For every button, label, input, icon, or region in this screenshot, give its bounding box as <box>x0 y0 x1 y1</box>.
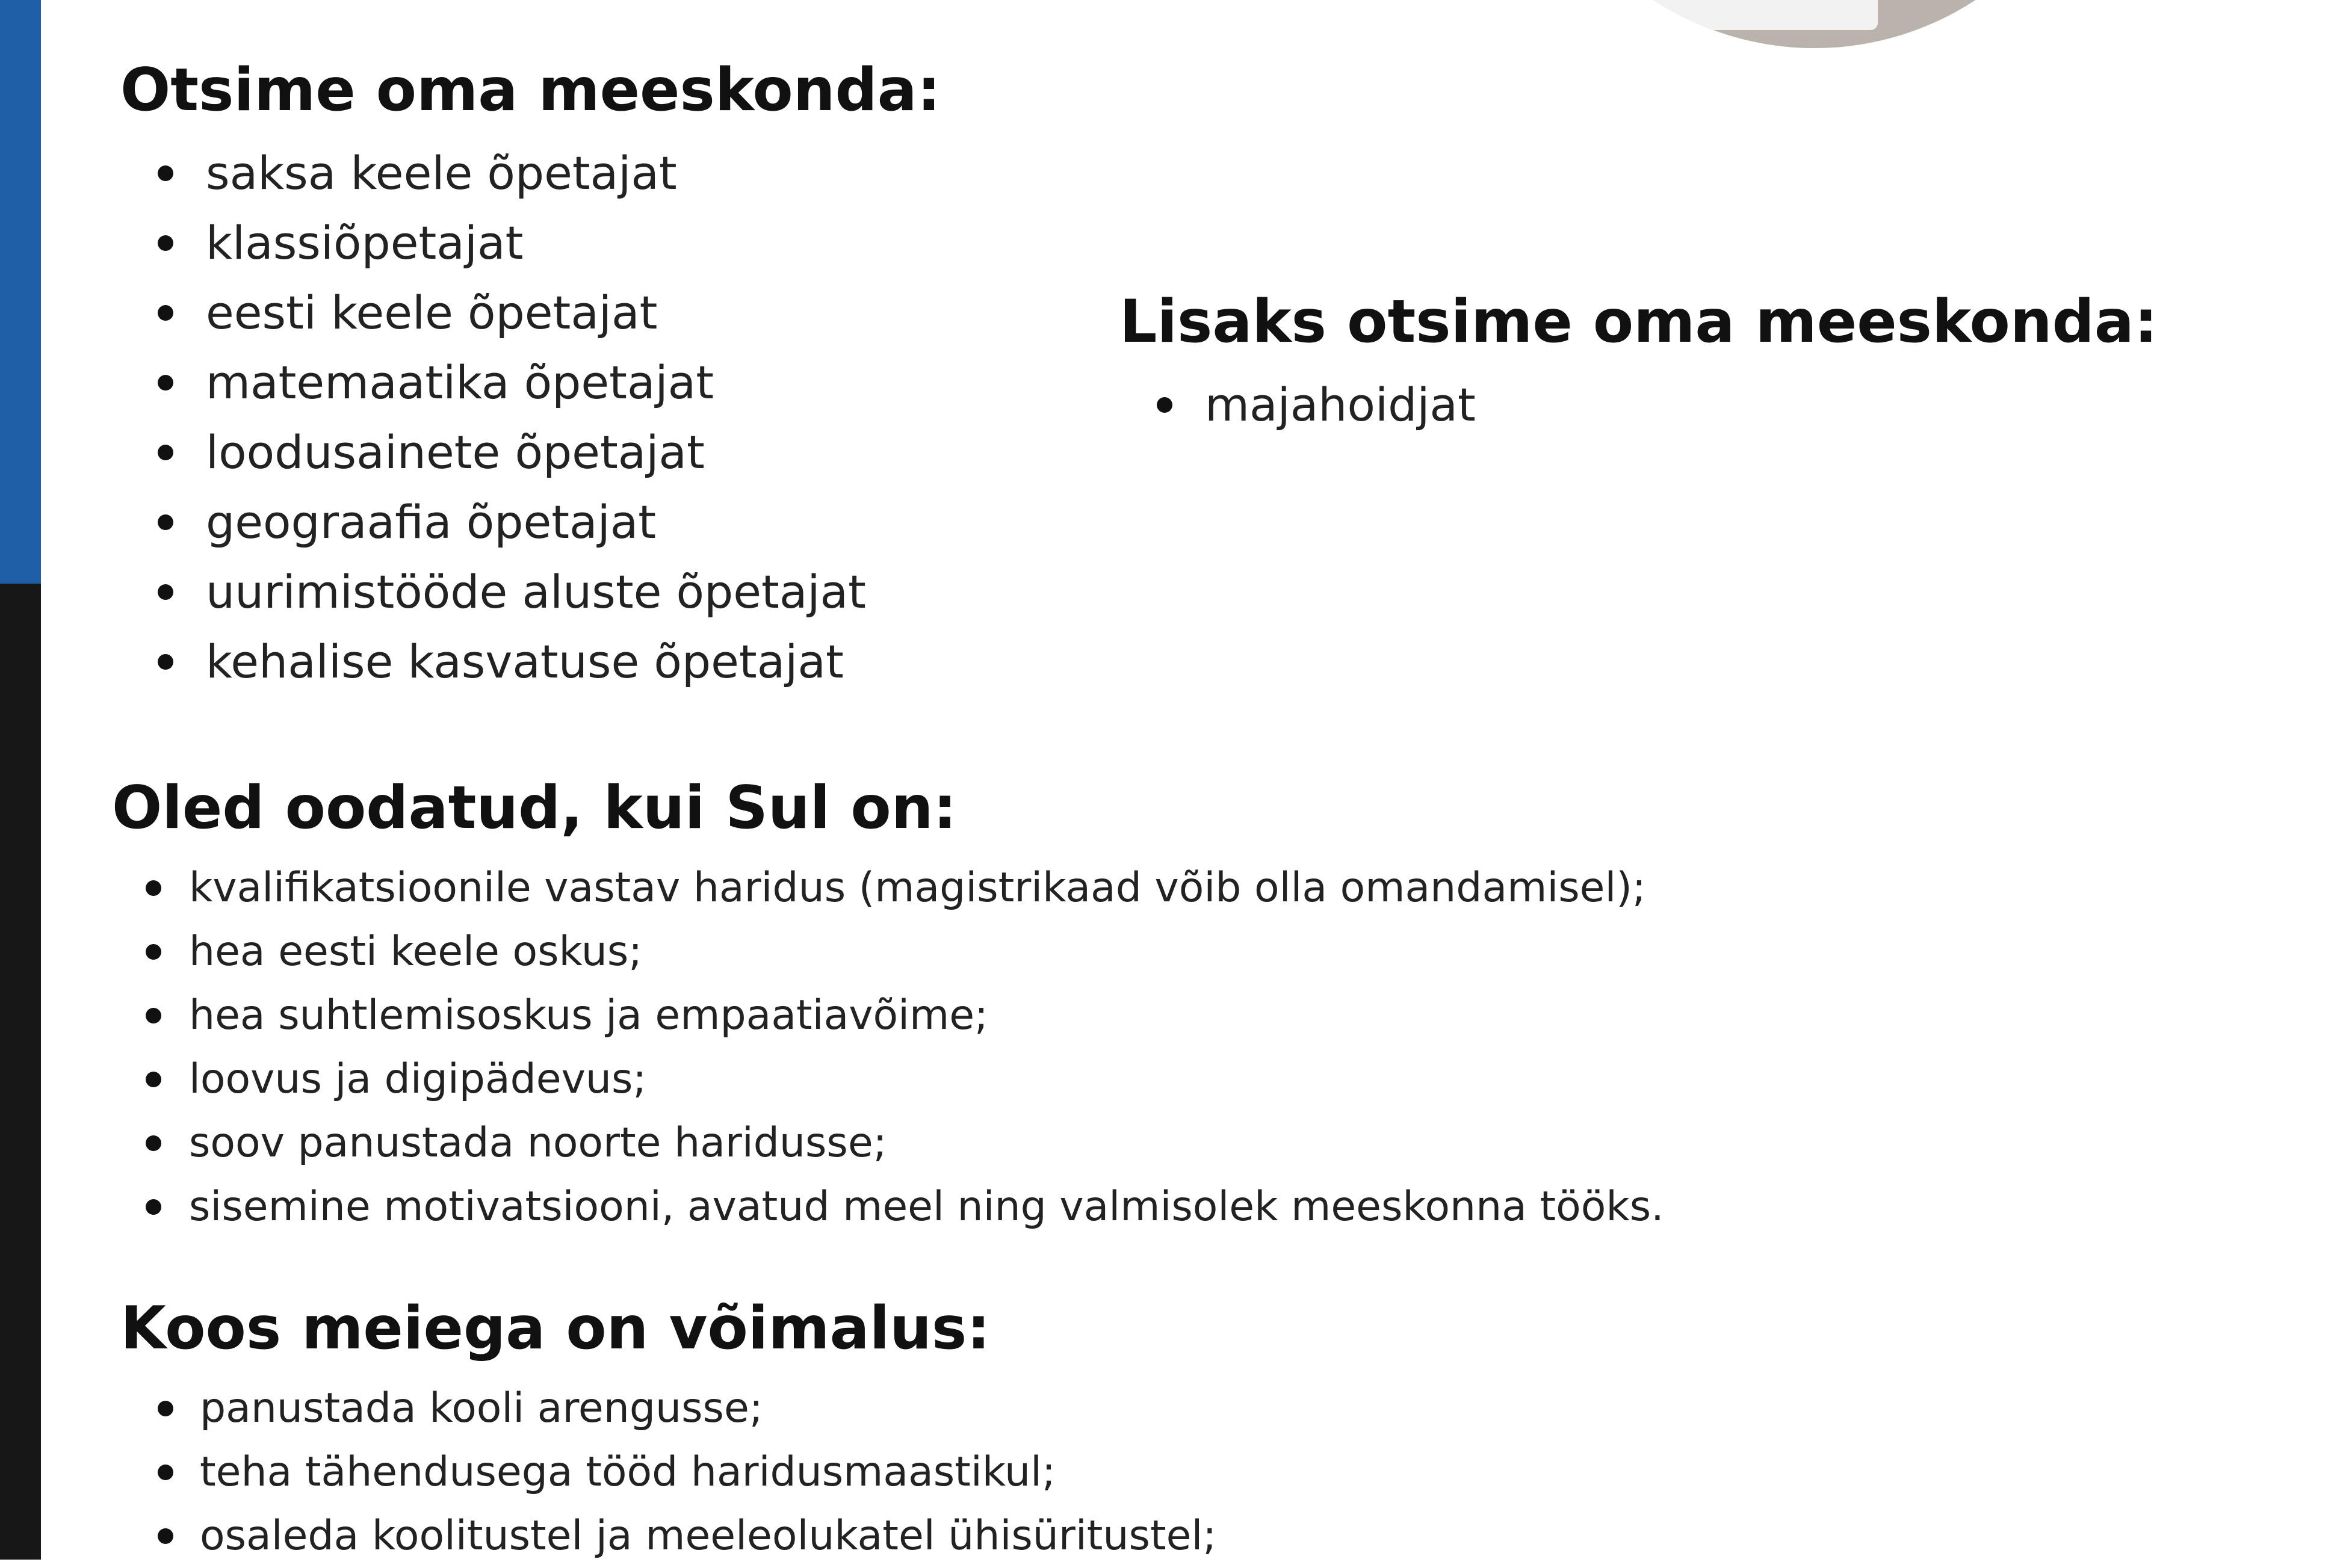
bullet-icon <box>146 944 161 960</box>
section-additional <box>1119 286 2158 440</box>
list-item: saksa keele õpetajat <box>158 138 941 208</box>
list-item: sisemine motivatsiooni, avatud meel ning valmisolek meeskonna tööks. <box>146 1175 1664 1239</box>
bullet-icon <box>158 1528 173 1544</box>
bullet-icon <box>1157 397 1172 413</box>
bullet-icon <box>158 654 173 670</box>
list-item: matemaatika õpetajat <box>158 348 941 418</box>
round-photo <box>1517 0 2112 48</box>
list-item: loovus ja digipädevus; <box>146 1048 1664 1111</box>
opportunities-list <box>158 1377 1216 1568</box>
list-item: teha tähendusega tööd haridusmaastikul; <box>158 1440 1216 1504</box>
photo-object <box>1625 0 1878 30</box>
bullet-icon <box>146 880 161 896</box>
section-heading: Koos meiega on võimalus: <box>120 1294 991 1363</box>
list-item: geograafia õpetajat <box>158 487 941 557</box>
bullet-icon <box>146 1008 161 1023</box>
bullet-icon <box>158 1401 173 1416</box>
left-accent-bar-blue <box>0 0 41 584</box>
list-item: kehalise kasvatuse õpetajat <box>158 627 941 697</box>
bullet-icon <box>158 235 173 251</box>
teacher-list <box>158 138 941 697</box>
list-item: majahoidjat <box>1157 370 2158 440</box>
list-item: osaleda koolitustel ja meeleolukatel ühisüritustel; <box>158 1504 1216 1568</box>
additional-list <box>1157 370 2158 440</box>
bullet-icon <box>158 1465 173 1480</box>
requirements-list <box>146 856 1664 1239</box>
bullet-icon <box>158 584 173 600</box>
left-accent-bar-dark <box>0 584 41 1560</box>
bullet-icon <box>158 305 173 321</box>
list-item: loodusainete õpetajat <box>158 418 941 487</box>
section-requirements <box>112 772 1664 1239</box>
list-item: hea suhtlemisoskus ja empaatiavõime; <box>146 984 1664 1048</box>
bullet-icon <box>146 1135 161 1151</box>
bullet-icon <box>158 445 173 460</box>
bullet-icon <box>146 1199 161 1215</box>
bullet-icon <box>146 1072 161 1087</box>
list-item: eesti keele õpetajat <box>158 278 941 348</box>
section-teachers <box>120 54 941 697</box>
list-item: soov panustada noorte haridusse; <box>146 1111 1664 1175</box>
list-item: kvalifikatsioonile vastav haridus (magistrikaad võib olla omandamisel); <box>146 856 1664 920</box>
list-item: uurimistööde aluste õpetajat <box>158 557 941 627</box>
section-heading: Otsime oma meeskonda: <box>120 56 941 125</box>
list-item: klassiõpetajat <box>158 208 941 278</box>
bullet-icon <box>158 514 173 530</box>
bullet-icon <box>158 165 173 181</box>
list-item: hea eesti keele oskus; <box>146 920 1664 984</box>
section-heading: Oled oodatud, kui Sul on: <box>112 774 957 842</box>
section-heading: Lisaks otsime oma meeskonda: <box>1119 288 2158 356</box>
section-opportunities <box>120 1292 1216 1568</box>
list-item: panustada kooli arengusse; <box>158 1377 1216 1440</box>
bullet-icon <box>158 375 173 390</box>
